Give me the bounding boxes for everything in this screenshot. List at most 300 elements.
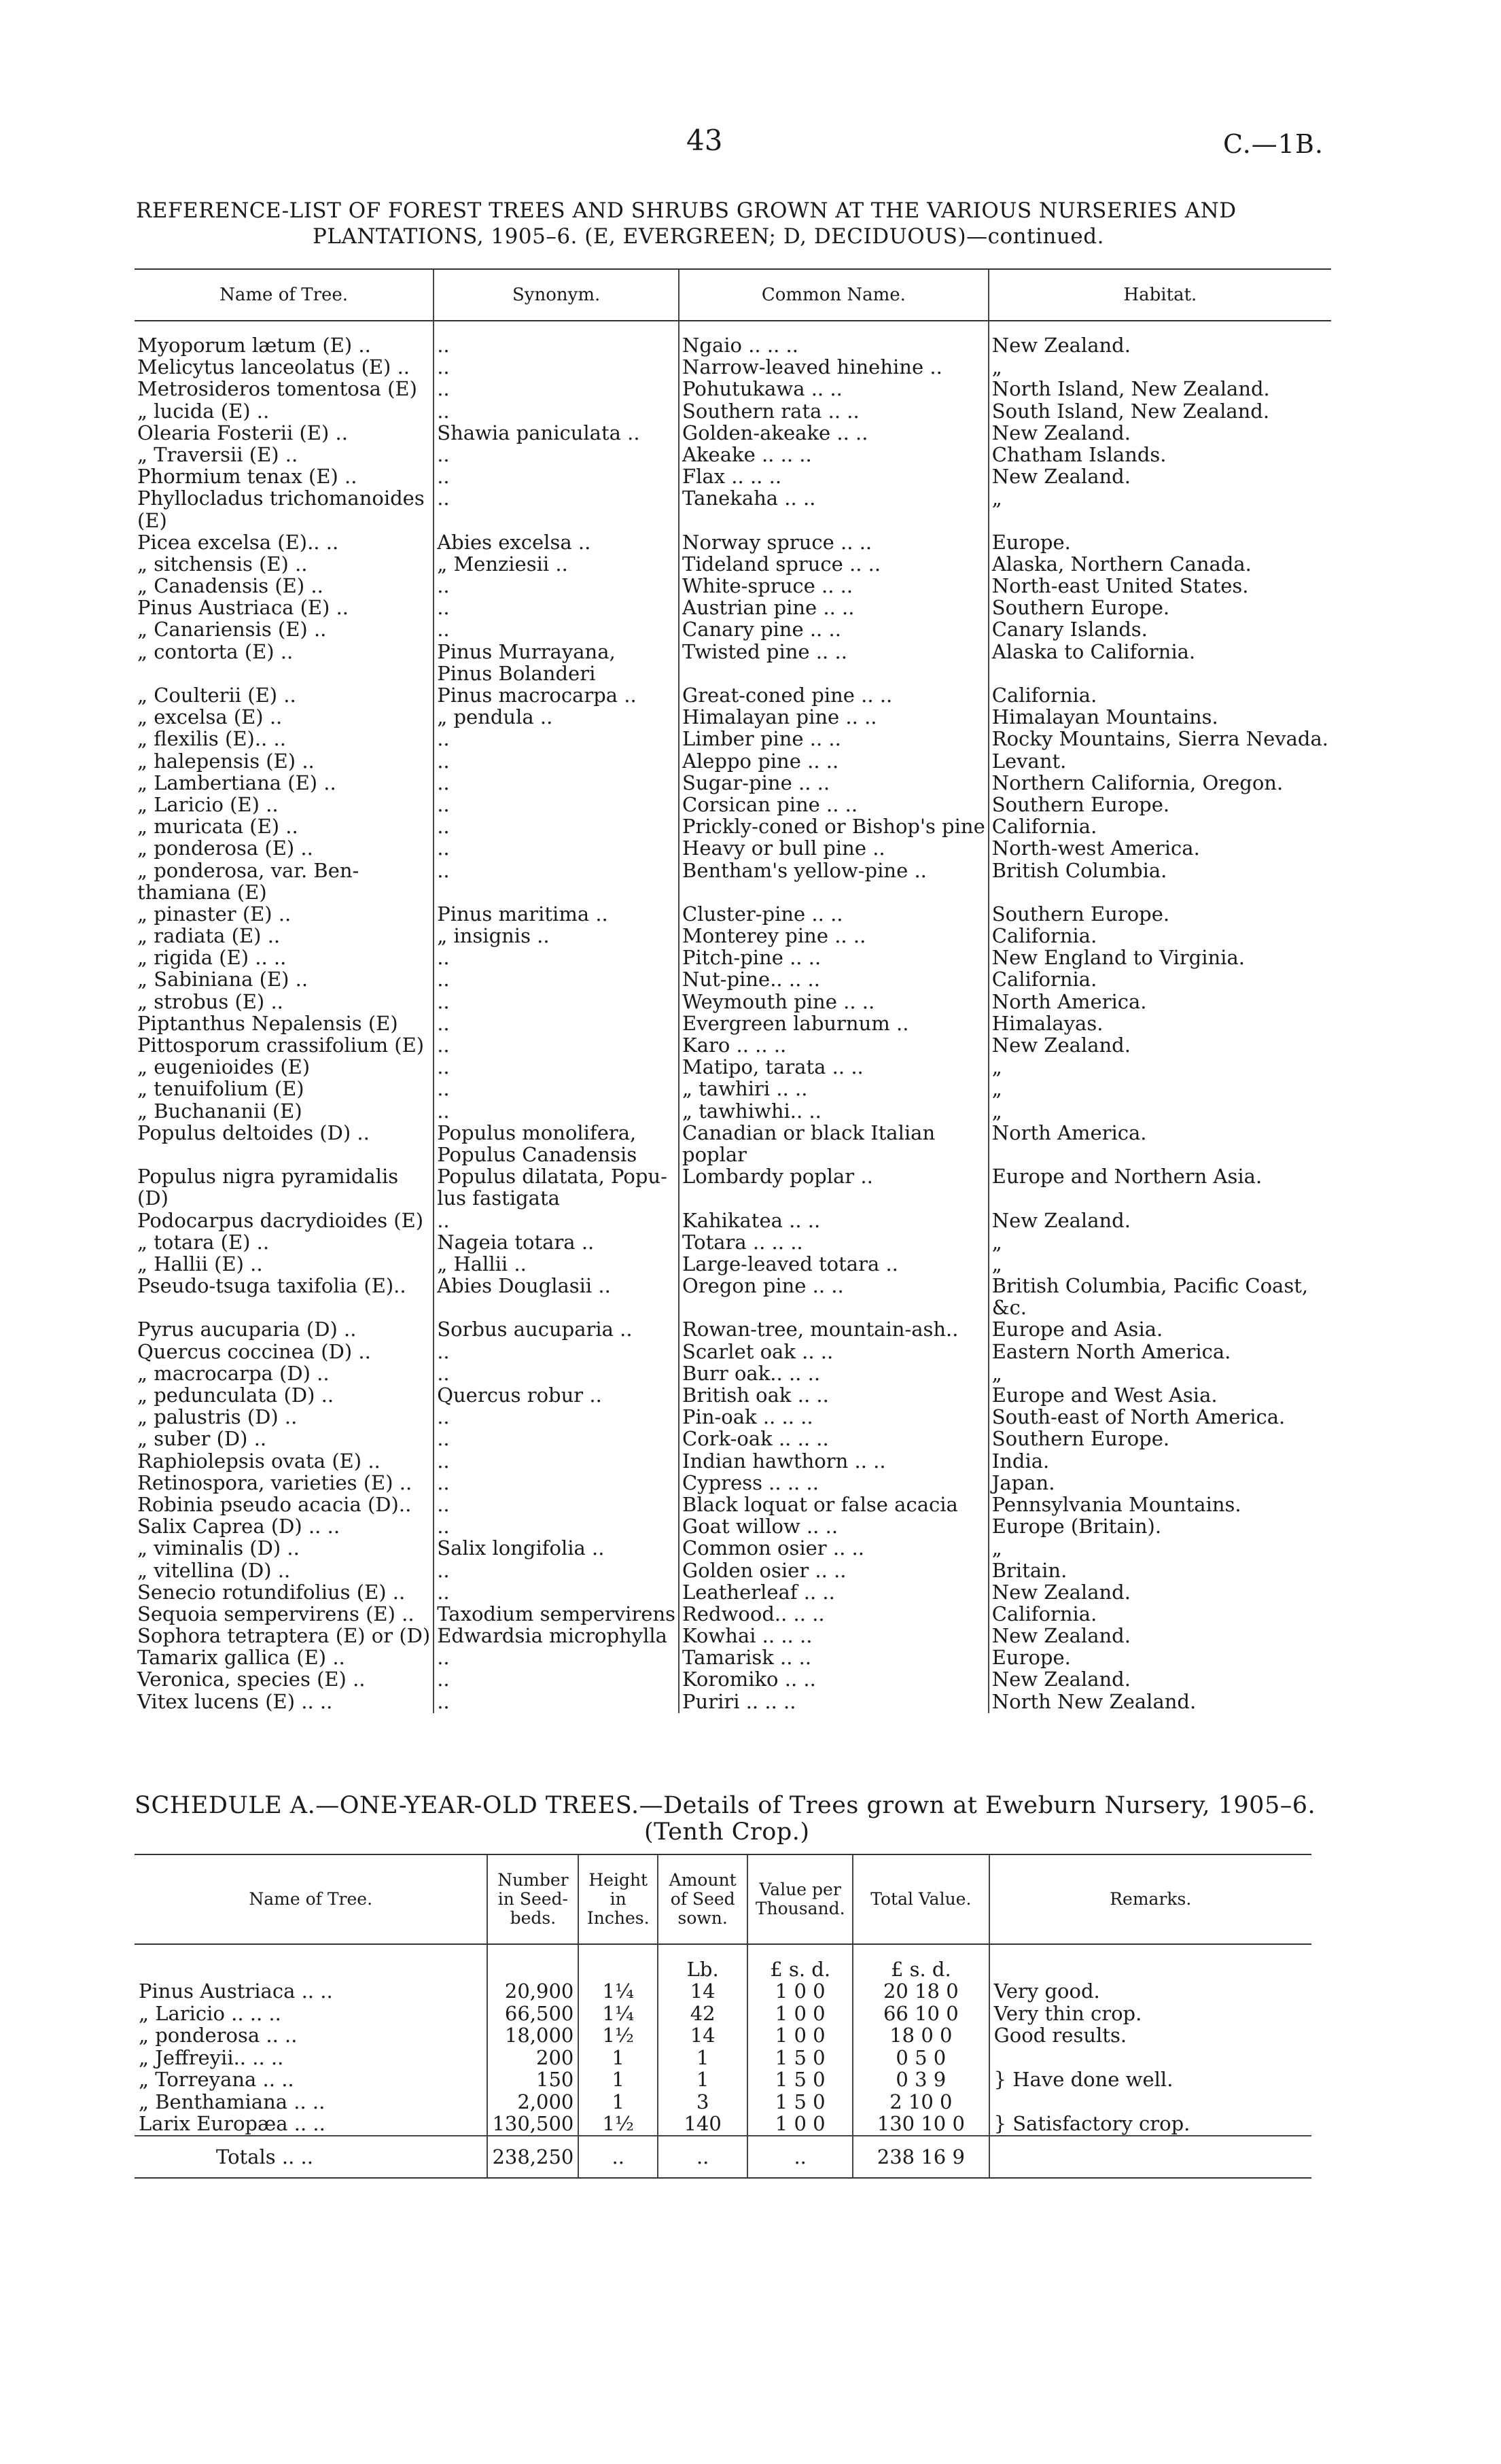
cell-name: „ Traversii (E) .. <box>137 444 298 466</box>
cell-synonym: .. <box>434 357 679 379</box>
cell-name: „ lucida (E) .. <box>137 400 270 423</box>
cell-name: „ viminalis (D) .. <box>137 1538 300 1560</box>
cell-habitat: North America. <box>989 1123 1331 1144</box>
table-row <box>135 2113 1311 2136</box>
table-row <box>135 1473 1331 1494</box>
cell-value: 1 0 0 <box>747 2003 853 2025</box>
cell-name: Pinus Austriaca (E) .. <box>137 597 349 620</box>
cell-common-name: Lombardy poplar .. <box>679 1166 989 1188</box>
cell-synonym: .. <box>434 1516 679 1538</box>
cell-common-name: Cork-oak .. .. .. <box>679 1428 989 1450</box>
cell-synonym: .. <box>434 1451 679 1473</box>
cell-name: Sequoia sempervirens (E) .. <box>137 1603 414 1625</box>
cell-name: „ totara (E) .. <box>137 1231 270 1254</box>
cell-name: Tamarix gallica (E) .. <box>137 1647 345 1670</box>
cell-value: 1 5 0 <box>747 2091 853 2113</box>
cell-habitat: British Columbia, Pacific Coast, <box>989 1275 1331 1297</box>
cell-habitat: „ <box>989 1538 1331 1560</box>
cell-synonym: Quercus robur .. <box>434 1385 679 1407</box>
cell-height: 1½ <box>578 2025 658 2047</box>
cell-synonym: .. <box>434 728 679 750</box>
cell-name: „ flexilis (E).. .. <box>137 728 286 751</box>
schedule-table-header <box>135 1854 1311 1944</box>
totals-seed: .. <box>658 2136 747 2178</box>
page-number: 43 <box>686 124 723 157</box>
table-row <box>135 1101 1331 1123</box>
cell-common-name: Totara .. .. .. <box>679 1232 989 1254</box>
schedule-table-body <box>135 1944 1311 2136</box>
cell-remarks: Very thin crop. <box>989 2003 1311 2025</box>
cell-habitat: New Zealand. <box>989 423 1331 444</box>
cell-habitat: California. <box>989 926 1331 947</box>
cell-habitat: Chatham Islands. <box>989 444 1331 466</box>
cell-common-name: Redwood.. .. .. <box>679 1604 989 1625</box>
cell-habitat: Canary Islands. <box>989 619 1331 641</box>
cell-name: Olearia Fosterii (E) .. <box>137 422 348 444</box>
cell-name: Pittosporum crassifolium (E) <box>137 1035 425 1057</box>
cell-height: 1 <box>578 2047 658 2069</box>
cell-name: Sophora tetraptera (E) or (D) <box>137 1625 431 1648</box>
cell-synonym: .. <box>434 1078 679 1100</box>
totals-total-value: 238 16 9 <box>853 2136 989 2178</box>
cell-synonym: .. <box>434 1428 679 1450</box>
cell-habitat <box>989 663 1331 685</box>
cell-value: 1 5 0 <box>747 2069 853 2092</box>
cell-common-name <box>679 663 989 685</box>
cell-habitat: Northern California, Oregon. <box>989 773 1331 794</box>
table-row <box>135 619 1331 641</box>
cell-habitat: Europe. <box>989 532 1331 554</box>
cell-synonym: .. <box>434 576 679 597</box>
table-row <box>135 904 1331 926</box>
cell-name: „ Buchananii (E) <box>137 1100 302 1123</box>
table-row <box>135 1166 1331 1188</box>
cell-common-name: Flax .. .. .. <box>679 466 989 488</box>
cell-name: „ Canadensis (E) .. <box>137 576 323 598</box>
cell-habitat <box>989 1144 1331 1166</box>
table-row <box>135 597 1331 619</box>
cell-common-name: Scarlet oak .. .. <box>679 1341 989 1363</box>
cell-synonym: Pinus maritima .. <box>434 904 679 926</box>
table-row <box>135 1407 1331 1428</box>
cell-habitat: Levant. <box>989 751 1331 773</box>
cell-name: Salix Caprea (D) .. .. <box>137 1516 340 1538</box>
cell-habitat: Europe and Northern Asia. <box>989 1166 1331 1188</box>
cell-name <box>135 1297 434 1319</box>
cell-common-name: Canary pine .. .. <box>679 619 989 641</box>
cell-common-name: Southern rata .. .. <box>679 401 989 423</box>
cell-total: 130 10 0 <box>853 2113 989 2136</box>
cell-common-name: British oak .. .. <box>679 1385 989 1407</box>
table-row <box>135 794 1331 816</box>
cell-habitat: Southern Europe. <box>989 794 1331 816</box>
cell-common-name: Narrow-leaved hinehine .. <box>679 357 989 379</box>
cell-habitat: „ <box>989 1232 1331 1254</box>
cell-remarks: Good results. <box>989 2025 1311 2047</box>
table-row <box>135 576 1331 597</box>
reference-table <box>135 268 1331 1713</box>
cell-synonym: .. <box>434 1341 679 1363</box>
table-row <box>135 1363 1331 1385</box>
cell-habitat: Europe and Asia. <box>989 1319 1331 1341</box>
cell-habitat: „ <box>989 1363 1331 1385</box>
cell-habitat: North-east United States. <box>989 576 1331 597</box>
cell-common-name: Rowan-tree, mountain-ash.. <box>679 1319 989 1341</box>
totals-remarks <box>989 2136 1311 2178</box>
cell-habitat: „ <box>989 1254 1331 1275</box>
cell-synonym: Pinus macrocarpa .. <box>434 685 679 707</box>
cell-total: 66 10 0 <box>853 2003 989 2025</box>
cell-remarks: } Have done well. <box>989 2069 1311 2092</box>
cell-synonym: .. <box>434 816 679 838</box>
cell-common-name: Akeake .. .. .. <box>679 444 989 466</box>
cell-number: 2,000 <box>487 2091 578 2113</box>
cell-common-name: Golden osier .. .. <box>679 1560 989 1582</box>
cell-name: Senecio rotundifolius (E) .. <box>137 1581 406 1604</box>
cell-habitat: New Zealand. <box>989 1582 1331 1604</box>
cell-habitat <box>989 1188 1331 1210</box>
table-row <box>135 816 1331 838</box>
cell-habitat: „ <box>989 1078 1331 1100</box>
cell-habitat: Himalayas. <box>989 1013 1331 1035</box>
cell-remarks: } Satisfactory crop. <box>989 2113 1311 2136</box>
cell-common-name: Karo .. .. .. <box>679 1035 989 1057</box>
table-row <box>135 1188 1331 1210</box>
cell-habitat: New Zealand. <box>989 1210 1331 1232</box>
cell-synonym: .. <box>434 379 679 400</box>
cell-common-name: Aleppo pine .. .. <box>679 751 989 773</box>
cell-name: Populus deltoides (D) .. <box>137 1122 370 1144</box>
cell-habitat: &c. <box>989 1297 1331 1319</box>
cell-number: 150 <box>487 2069 578 2092</box>
cell-common-name: Twisted pine .. .. <box>679 641 989 663</box>
table-row <box>135 1254 1331 1275</box>
header-remarks: Remarks. <box>989 1854 1311 1944</box>
cell-common-name: Canadian or black Italian <box>679 1123 989 1144</box>
reference-list-title: REFERENCE-LIST OF FOREST TREES AND SHRUBS GROWN AT THE VARIOUS NURSERIES AND <box>136 198 1237 223</box>
table-row <box>135 1297 1331 1319</box>
cell-habitat: North Island, New Zealand. <box>989 379 1331 400</box>
cell-name: „ radiata (E) .. <box>137 926 281 948</box>
cell-habitat: Europe (Britain). <box>989 1516 1331 1538</box>
cell-remarks <box>989 2091 1311 2113</box>
cell-synonym: .. <box>434 991 679 1013</box>
cell-name: (E) <box>137 510 167 532</box>
cell-common-name: Evergreen laburnum .. <box>679 1013 989 1035</box>
cell-habitat: India. <box>989 1451 1331 1473</box>
cell-common-name: poplar <box>679 1144 989 1166</box>
table-row <box>135 1691 1331 1713</box>
table-row <box>135 1078 1331 1100</box>
schedule-title: SCHEDULE A.—ONE-YEAR-OLD TREES.—Details of Trees grown at Eweburn Nursery, 1905–6. <box>135 1792 1316 1819</box>
cell-seed: 14 <box>658 1981 747 2003</box>
cell-height: 1½ <box>578 2113 658 2136</box>
table-row <box>135 685 1331 707</box>
cell-habitat: Eastern North America. <box>989 1341 1331 1363</box>
header-name-of-tree: Name of Tree. <box>135 269 434 321</box>
cell-name: „ suber (D) .. <box>137 1428 267 1451</box>
cell-habitat: Southern Europe. <box>989 904 1331 926</box>
cell-common-name: Puriri .. .. .. <box>679 1691 989 1713</box>
cell-number: 18,000 <box>487 2025 578 2047</box>
cell-synonym <box>434 1297 679 1319</box>
cell-name: „ palustris (D) .. <box>137 1407 298 1429</box>
header-total-value: Total Value. <box>853 1854 989 1944</box>
cell-total: 20 18 0 <box>853 1981 989 2003</box>
table-row <box>135 1123 1331 1144</box>
table-row <box>135 1669 1331 1691</box>
cell-synonym: Populus monolifera, <box>434 1123 679 1144</box>
cell-name: thamiana (E) <box>137 881 267 904</box>
cell-synonym: Nageia totara .. <box>434 1232 679 1254</box>
cell-common-name: Prickly-coned or Bishop's pine <box>679 816 989 838</box>
cell-name: „ Benthamiana .. .. <box>139 2090 325 2113</box>
table-row <box>135 969 1331 991</box>
cell-synonym: .. <box>434 1013 679 1035</box>
table-row <box>135 321 1331 357</box>
cell-synonym: .. <box>434 619 679 641</box>
cell-synonym: Pinus Bolanderi <box>434 663 679 685</box>
cell-synonym: .. <box>434 1494 679 1516</box>
cell-habitat: Alaska to California. <box>989 641 1331 663</box>
cell-synonym: .. <box>434 1101 679 1123</box>
cell-synonym: .. <box>434 794 679 816</box>
table-row <box>135 1013 1331 1035</box>
cell-name: Podocarpus dacrydioides (E) <box>137 1210 424 1232</box>
table-row <box>135 488 1331 510</box>
cell-habitat: New Zealand. <box>989 466 1331 488</box>
cell-name: „ macrocarpa (D) .. <box>137 1362 330 1385</box>
cell-synonym: .. <box>434 969 679 991</box>
cell-common-name: Cypress .. .. .. <box>679 1473 989 1494</box>
cell-synonym: .. <box>434 1057 679 1078</box>
table-row <box>135 1057 1331 1078</box>
table-row <box>135 1494 1331 1516</box>
cell-common-name: Cluster-pine .. .. <box>679 904 989 926</box>
table-row <box>135 2025 1311 2047</box>
cell-common-name: Koromiko .. .. <box>679 1669 989 1691</box>
cell-habitat <box>989 882 1331 904</box>
cell-synonym: „ insignis .. <box>434 926 679 947</box>
table-row <box>135 2047 1311 2069</box>
cell-common-name: Kahikatea .. .. <box>679 1210 989 1232</box>
reference-table-body <box>135 321 1331 1713</box>
cell-habitat: California. <box>989 1604 1331 1625</box>
cell-habitat: California. <box>989 969 1331 991</box>
cell-name: Metrosideros tomentosa (E) <box>137 379 417 401</box>
cell-common-name: Tanekaha .. .. <box>679 488 989 510</box>
cell-name: Pseudo-tsuga taxifolia (E).. <box>137 1275 406 1298</box>
cell-habitat: „ <box>989 1101 1331 1123</box>
cell-common-name: Monterey pine .. .. <box>679 926 989 947</box>
cell-habitat: North New Zealand. <box>989 1691 1331 1713</box>
table-row <box>135 2091 1311 2113</box>
table-row <box>135 1604 1331 1625</box>
cell-total: 18 0 0 <box>853 2025 989 2047</box>
cell-synonym: Abies excelsa .. <box>434 532 679 554</box>
cell-common-name <box>679 510 989 532</box>
table-row <box>135 554 1331 576</box>
cell-common-name: „ tawhiri .. .. <box>679 1078 989 1100</box>
cell-name: „ ponderosa, var. Ben- <box>137 860 359 882</box>
cell-name: „ rigida (E) .. .. <box>137 947 287 970</box>
cell-synonym: .. <box>434 1363 679 1385</box>
cell-name: Pyrus aucuparia (D) .. <box>137 1319 357 1341</box>
cell-synonym: .. <box>434 1669 679 1691</box>
table-row <box>135 1319 1331 1341</box>
cell-habitat: Europe. <box>989 1647 1331 1669</box>
cell-habitat: Pennsylvania Mountains. <box>989 1494 1331 1516</box>
cell-common-name: Black loquat or false acacia <box>679 1494 989 1516</box>
cell-habitat: Southern Europe. <box>989 1428 1331 1450</box>
cell-name <box>135 663 434 685</box>
cell-common-name: Corsican pine .. .. <box>679 794 989 816</box>
cell-synonym: Populus dilatata, Popu- <box>434 1166 679 1188</box>
cell-common-name: Tamarisk .. .. <box>679 1647 989 1669</box>
table-row <box>135 1560 1331 1582</box>
table-row <box>135 1275 1331 1297</box>
header-amount-of-seed: Amount of Seed sown. <box>658 1854 747 1944</box>
cell-name: „ halepensis (E) .. <box>137 750 315 773</box>
cell-common-name: Pohutukawa .. .. <box>679 379 989 400</box>
cell-common-name: Goat willow .. .. <box>679 1516 989 1538</box>
cell-common-name: Austrian pine .. .. <box>679 597 989 619</box>
cell-synonym <box>434 510 679 532</box>
cell-total: 0 3 9 <box>853 2069 989 2092</box>
cell-synonym: Shawia paniculata .. <box>434 423 679 444</box>
cell-common-name: Burr oak.. .. .. <box>679 1363 989 1385</box>
cell-habitat: „ <box>989 357 1331 379</box>
table-row <box>135 728 1331 750</box>
cell-name: Melicytus lanceolatus (E) .. <box>137 357 410 379</box>
header-synonym: Synonym. <box>434 269 679 321</box>
cell-habitat: California. <box>989 685 1331 707</box>
cell-synonym: .. <box>434 1035 679 1057</box>
cell-habitat: Japan. <box>989 1473 1331 1494</box>
totals-row <box>135 2136 1311 2178</box>
totals-height: .. <box>578 2136 658 2178</box>
cell-habitat: Himalayan Mountains. <box>989 707 1331 728</box>
cell-habitat: Rocky Mountains, Sierra Nevada. <box>989 728 1331 750</box>
table-row <box>135 357 1331 379</box>
cell-synonym: .. <box>434 321 679 357</box>
totals-label: Totals .. .. <box>135 2136 487 2178</box>
cell-number: 66,500 <box>487 2003 578 2025</box>
cell-habitat: North America. <box>989 991 1331 1013</box>
cell-synonym: .. <box>434 947 679 969</box>
cell-name: „ Sabiniana (E) .. <box>137 969 308 991</box>
cell-seed: 140 <box>658 2113 747 2136</box>
table-row <box>135 1582 1331 1604</box>
table-row <box>135 1451 1331 1473</box>
cell-habitat: California. <box>989 816 1331 838</box>
cell-name: „ strobus (E) .. <box>137 991 283 1013</box>
cell-common-name: Ngaio .. .. .. <box>679 321 989 357</box>
cell-common-name: Indian hawthorn .. .. <box>679 1451 989 1473</box>
table-row <box>135 773 1331 794</box>
cell-value: 1 0 0 <box>747 2113 853 2136</box>
cell-synonym: „ pendula .. <box>434 707 679 728</box>
cell-common-name: Bentham's yellow-pine .. <box>679 860 989 882</box>
table-row <box>135 423 1331 444</box>
table-row <box>135 2069 1311 2092</box>
table-row <box>135 1428 1331 1450</box>
cell-remarks: Very good. <box>989 1981 1311 2003</box>
table-row <box>135 1625 1331 1647</box>
totals-number: 238,250 <box>487 2136 578 2178</box>
cell-number: 20,900 <box>487 1981 578 2003</box>
table-row <box>135 1516 1331 1538</box>
table-row <box>135 663 1331 685</box>
cell-value: 1 0 0 <box>747 2025 853 2047</box>
cell-name: Picea excelsa (E).. .. <box>137 531 339 554</box>
cell-synonym: Sorbus aucuparia .. <box>434 1319 679 1341</box>
cell-height: 1 <box>578 2091 658 2113</box>
table-row <box>135 1647 1331 1669</box>
cell-common-name: Pitch-pine .. .. <box>679 947 989 969</box>
schedule-subtitle: (Tenth Crop.) <box>644 1818 810 1846</box>
cell-name: „ pinaster (E) .. <box>137 903 292 926</box>
cell-synonym: .. <box>434 488 679 510</box>
table-row <box>135 1144 1331 1166</box>
cell-name: Robinia pseudo acacia (D).. <box>137 1494 412 1516</box>
cell-synonym: .. <box>434 838 679 860</box>
cell-name: „ Coulterii (E) .. <box>137 685 296 707</box>
table-row <box>135 991 1331 1013</box>
cell-habitat: New Zealand. <box>989 1625 1331 1647</box>
cell-number: 130,500 <box>487 2113 578 2136</box>
table-row <box>135 947 1331 969</box>
unit-value: £ s. d. <box>747 1944 853 1981</box>
cell-name: Pinus Austriaca .. .. <box>139 1979 333 2003</box>
table-row <box>135 466 1331 488</box>
cell-common-name: Kowhai .. .. .. <box>679 1625 989 1647</box>
table-row <box>135 860 1331 882</box>
cell-total: 0 5 0 <box>853 2047 989 2069</box>
cell-habitat: British Columbia. <box>989 860 1331 882</box>
cell-seed: 42 <box>658 2003 747 2025</box>
cell-seed: 3 <box>658 2091 747 2113</box>
table-row <box>135 1210 1331 1232</box>
cell-height: 1¼ <box>578 2003 658 2025</box>
cell-common-name: White-spruce .. .. <box>679 576 989 597</box>
cell-name: Quercus coccinea (D) .. <box>137 1341 371 1363</box>
cell-common-name: Large-leaved totara .. <box>679 1254 989 1275</box>
cell-seed: 1 <box>658 2047 747 2069</box>
cell-name: „ eugenioides (E) <box>137 1057 311 1079</box>
cell-name: (D) <box>137 1188 169 1210</box>
cell-synonym: .. <box>434 860 679 882</box>
table-row <box>135 444 1331 466</box>
table-row <box>135 641 1331 663</box>
cell-common-name: „ tawhiwhi.. .. <box>679 1101 989 1123</box>
cell-common-name: Himalayan pine .. .. <box>679 707 989 728</box>
cell-name: Populus nigra pyramidalis <box>137 1166 399 1189</box>
cell-common-name: Limber pine .. .. <box>679 728 989 750</box>
cell-habitat: Alaska, Northern Canada. <box>989 554 1331 576</box>
cell-habitat: New Zealand. <box>989 1669 1331 1691</box>
table-row <box>135 882 1331 904</box>
cell-name: „ Torreyana .. .. <box>139 2068 294 2092</box>
cell-synonym: „ Menziesii .. <box>434 554 679 576</box>
cell-height: 1¼ <box>578 1981 658 2003</box>
cell-common-name: Leatherleaf .. .. <box>679 1582 989 1604</box>
unit-total: £ s. d. <box>853 1944 989 1981</box>
cell-habitat: „ <box>989 488 1331 510</box>
cell-common-name: Common osier .. .. <box>679 1538 989 1560</box>
schedule-table <box>135 1854 1311 2179</box>
cell-synonym: .. <box>434 1647 679 1669</box>
